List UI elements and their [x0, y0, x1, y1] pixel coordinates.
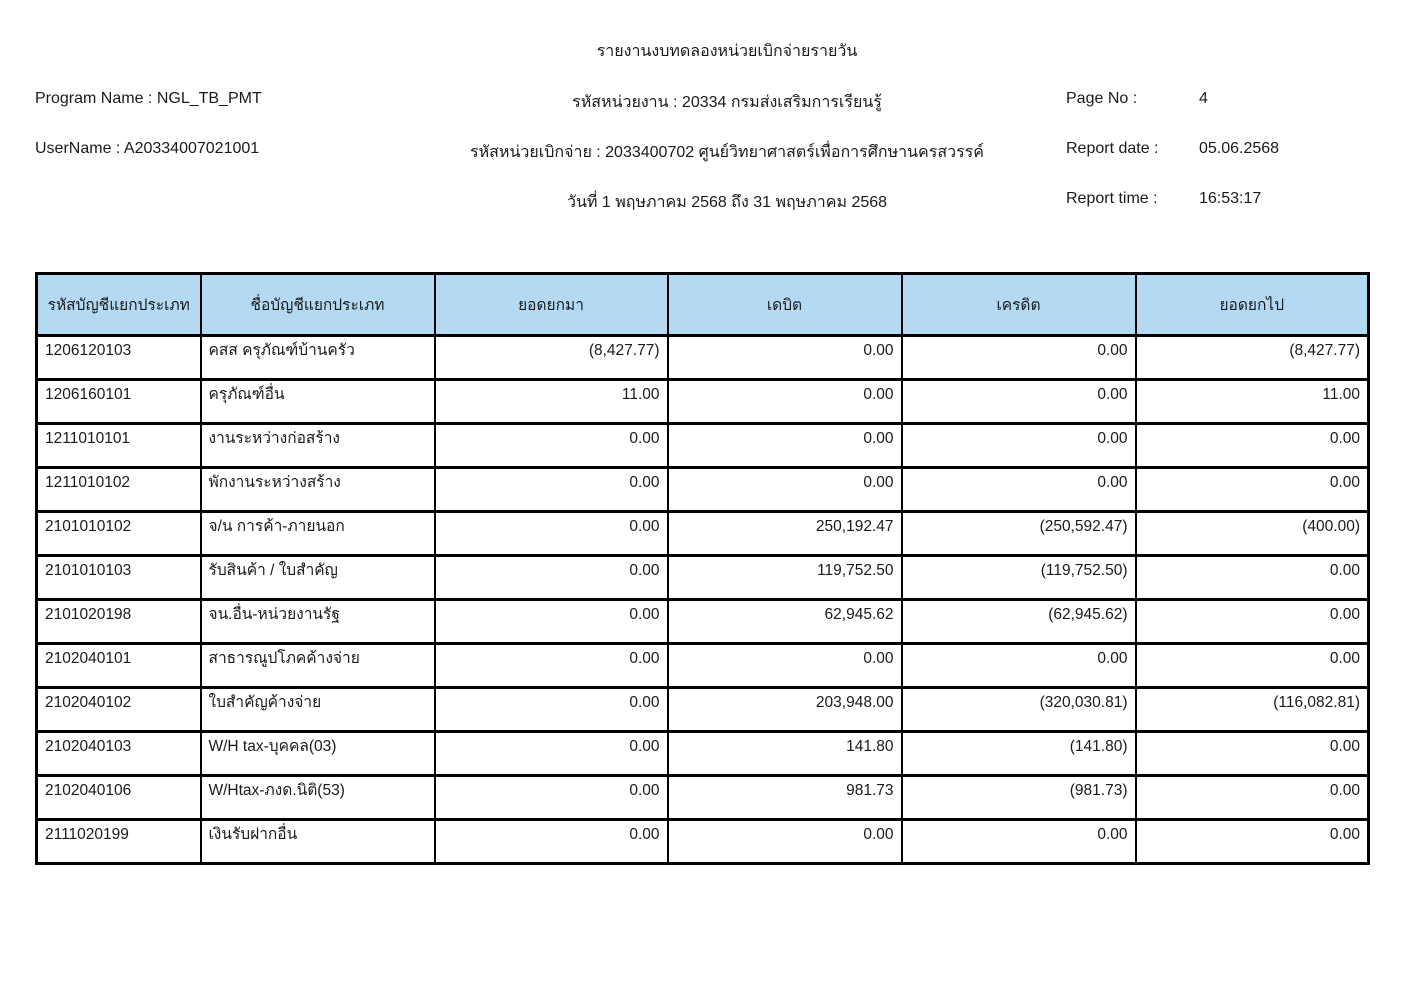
cell-account-name: W/H tax-บุคคล(03)	[201, 732, 435, 776]
cell-account-name: พักงานระหว่างสร้าง	[201, 468, 435, 512]
column-header-debit: เดบิต	[668, 274, 902, 336]
cell-balance-carried-forward: 0.00	[1136, 468, 1369, 512]
cell-debit: 0.00	[668, 820, 902, 864]
cell-account-code: 2101020198	[37, 600, 201, 644]
page-no-value: 4	[1199, 90, 1208, 107]
cell-account-code: 2101010103	[37, 556, 201, 600]
cell-debit: 250,192.47	[668, 512, 902, 556]
cell-account-name: คสส ครุภัณฑ์บ้านครัว	[201, 336, 435, 380]
cell-credit: 0.00	[902, 468, 1136, 512]
cell-balance-carried-forward: 0.00	[1136, 424, 1369, 468]
cell-account-name: จ/น การค้า-ภายนอก	[201, 512, 435, 556]
cell-debit: 0.00	[668, 380, 902, 424]
cell-credit: (141.80)	[902, 732, 1136, 776]
cell-balance-brought-forward: 0.00	[435, 600, 668, 644]
cell-balance-carried-forward: 0.00	[1136, 776, 1369, 820]
cell-balance-carried-forward: 11.00	[1136, 380, 1369, 424]
table-row	[37, 336, 1369, 380]
cell-credit: (119,752.50)	[902, 556, 1136, 600]
cell-credit: (981.73)	[902, 776, 1136, 820]
page-no-label: Page No :	[1066, 90, 1138, 107]
cell-account-code: 1211010102	[37, 468, 201, 512]
report-time-value: 16:53:17	[1199, 190, 1262, 207]
agency-code: รหัสหน่วยงาน : 20334 กรมส่งเสริมการเรียนรู้	[572, 94, 882, 111]
cell-debit: 62,945.62	[668, 600, 902, 644]
column-header-account-name: ชื่อบัญชีแยกประเภท	[201, 274, 435, 336]
table-row	[37, 688, 1369, 732]
cell-credit: 0.00	[902, 644, 1136, 688]
cell-debit: 141.80	[668, 732, 902, 776]
cell-account-name: ใบสำคัญค้างจ่าย	[201, 688, 435, 732]
report-title: รายงานงบทดลองหน่วยเบิกจ่ายรายวัน	[596, 43, 858, 60]
date-range: วันที่ 1 พฤษภาคม 2568 ถึง 31 พฤษภาคม 2568	[566, 194, 888, 211]
table-row	[37, 776, 1369, 820]
cell-debit: 119,752.50	[668, 556, 902, 600]
table-row	[37, 820, 1369, 864]
column-header-credit: เครดิต	[902, 274, 1136, 336]
table-row	[37, 468, 1369, 512]
cell-credit: 0.00	[902, 336, 1136, 380]
cell-balance-brought-forward: 0.00	[435, 512, 668, 556]
cell-account-name: ครุภัณฑ์อื่น	[201, 380, 435, 424]
cell-debit: 0.00	[668, 644, 902, 688]
cell-account-code: 2102040103	[37, 732, 201, 776]
cell-balance-carried-forward: 0.00	[1136, 644, 1369, 688]
report-time-label: Report time :	[1066, 190, 1158, 207]
cell-credit: 0.00	[902, 380, 1136, 424]
cell-account-code: 2101010102	[37, 512, 201, 556]
cell-balance-carried-forward: 0.00	[1136, 732, 1369, 776]
cell-credit: (250,592.47)	[902, 512, 1136, 556]
cell-account-code: 1211010101	[37, 424, 201, 468]
cell-account-name: รับสินค้า / ใบสำคัญ	[201, 556, 435, 600]
cell-balance-brought-forward: 0.00	[435, 820, 668, 864]
cell-balance-carried-forward: (400.00)	[1136, 512, 1369, 556]
cell-balance-brought-forward: 0.00	[435, 424, 668, 468]
cell-debit: 0.00	[668, 336, 902, 380]
cell-account-name: เงินรับฝากอื่น	[201, 820, 435, 864]
cell-account-code: 2102040106	[37, 776, 201, 820]
cell-debit: 981.73	[668, 776, 902, 820]
cell-debit: 203,948.00	[668, 688, 902, 732]
cell-account-code: 2102040102	[37, 688, 201, 732]
table-row	[37, 644, 1369, 688]
table-row	[37, 732, 1369, 776]
cell-debit: 0.00	[668, 424, 902, 468]
table-row	[37, 556, 1369, 600]
cell-credit: 0.00	[902, 424, 1136, 468]
cell-balance-carried-forward: 0.00	[1136, 600, 1369, 644]
cell-balance-brought-forward: 0.00	[435, 732, 668, 776]
cell-credit: (320,030.81)	[902, 688, 1136, 732]
user-name: UserName : A20334007021001	[35, 140, 260, 157]
cell-balance-carried-forward: (116,082.81)	[1136, 688, 1369, 732]
table-header-row	[37, 274, 1369, 336]
cell-account-name: W/Htax-ภงด.นิติ(53)	[201, 776, 435, 820]
cell-account-code: 2111020199	[37, 820, 201, 864]
column-header-balance-carried-forward: ยอดยกไป	[1136, 274, 1369, 336]
cell-balance-brought-forward: (8,427.77)	[435, 336, 668, 380]
report-date-value: 05.06.2568	[1199, 140, 1280, 157]
report-date-label: Report date :	[1066, 140, 1159, 157]
column-header-account-code: รหัสบัญชีแยกประเภท	[37, 274, 201, 336]
table-row	[37, 380, 1369, 424]
cell-account-code: 2102040101	[37, 644, 201, 688]
cell-account-name: งานระหว่างก่อสร้าง	[201, 424, 435, 468]
table-row	[37, 512, 1369, 556]
column-header-balance-brought-forward: ยอดยกมา	[435, 274, 668, 336]
cell-balance-brought-forward: 0.00	[435, 644, 668, 688]
trial-balance-table	[35, 272, 1370, 865]
cell-balance-brought-forward: 0.00	[435, 556, 668, 600]
cell-balance-brought-forward: 0.00	[435, 468, 668, 512]
cell-account-code: 1206120103	[37, 336, 201, 380]
cell-balance-carried-forward: (8,427.77)	[1136, 336, 1369, 380]
program-name: Program Name : NGL_TB_PMT	[35, 90, 262, 107]
cell-account-code: 1206160101	[37, 380, 201, 424]
cell-account-name: สาธารณูปโภคค้างจ่าย	[201, 644, 435, 688]
table-row	[37, 424, 1369, 468]
cell-balance-brought-forward: 0.00	[435, 688, 668, 732]
cell-account-name: จน.อื่น-หน่วยงานรัฐ	[201, 600, 435, 644]
disburse-unit-code: รหัสหน่วยเบิกจ่าย : 2033400702 ศูนย์วิทยาศาสตร์เพื่อการศึกษานครสวรรค์	[470, 144, 984, 161]
cell-credit: (62,945.62)	[902, 600, 1136, 644]
cell-credit: 0.00	[902, 820, 1136, 864]
cell-balance-brought-forward: 0.00	[435, 776, 668, 820]
cell-balance-brought-forward: 11.00	[435, 380, 668, 424]
cell-debit: 0.00	[668, 468, 902, 512]
table-row	[37, 600, 1369, 644]
cell-balance-carried-forward: 0.00	[1136, 556, 1369, 600]
cell-balance-carried-forward: 0.00	[1136, 820, 1369, 864]
